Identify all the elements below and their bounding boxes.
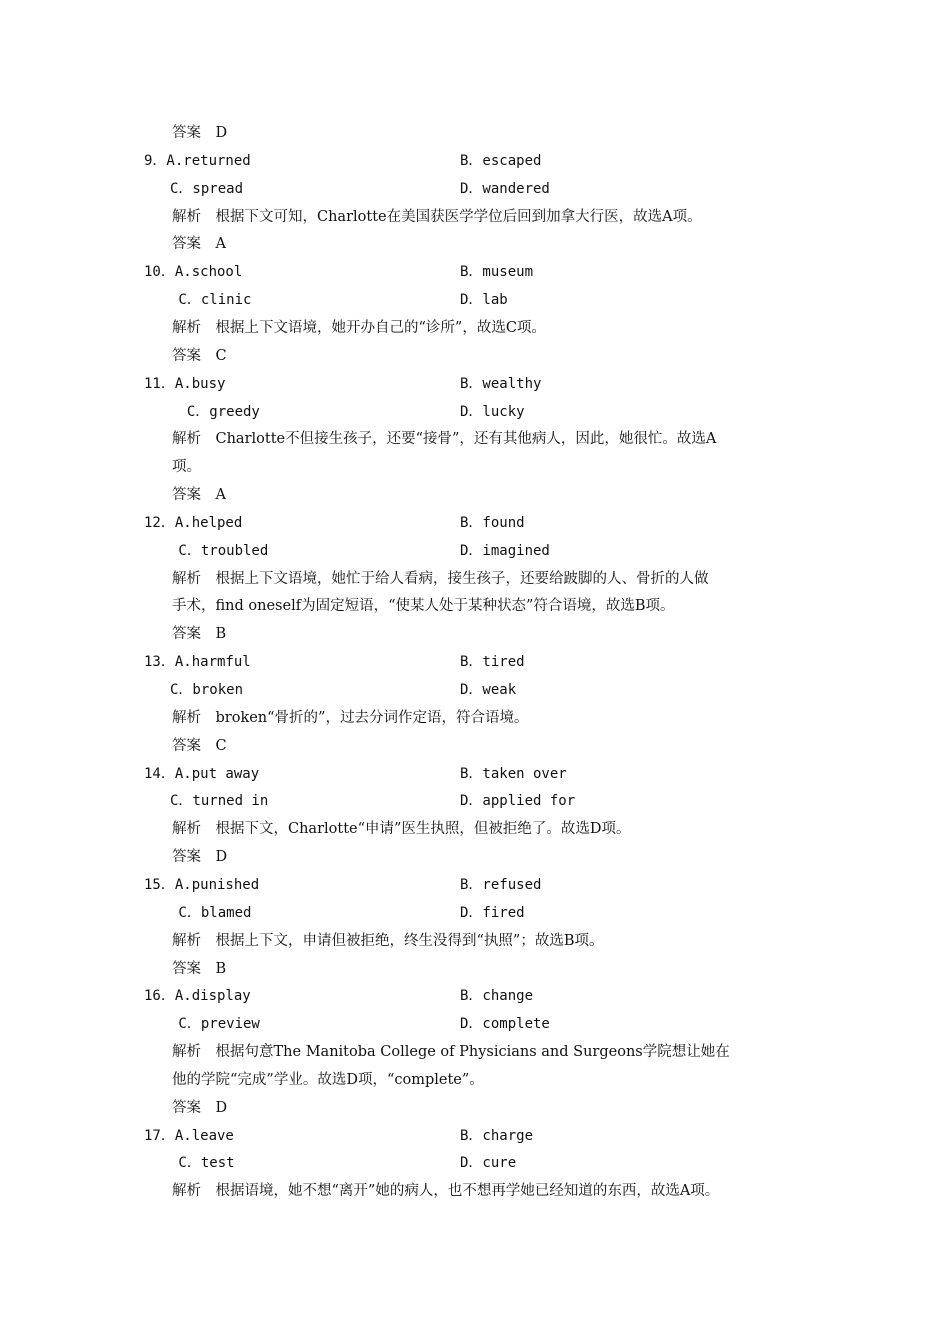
option-left: 15．A.punished [144,877,260,893]
option-left: C．blamed [170,905,252,921]
option-left: 10．A.school [144,264,243,280]
option-right: D．weak [460,682,517,698]
answer-line: 答案 C [172,738,227,754]
option-left: 11．A.busy [144,376,226,392]
option-right: B．museum [460,264,534,280]
explanation-line: 解析 Charlotte不但接生孩子，还要“接骨”，还有其他病人，因此，她很忙。故选A [172,431,717,447]
option-right: D．lab [460,292,508,308]
answer-line: 答案 B [172,626,227,642]
explanation-line: 解析 broken“骨折的”，过去分词作定语，符合语境。 [172,710,529,726]
option-right: D．complete [460,1016,550,1032]
option-right: B．refused [460,877,542,893]
option-left: 17．A.leave [144,1128,234,1144]
option-left: 16．A.display [144,988,251,1004]
option-left: C．turned in [170,793,269,809]
option-left: C．greedy [170,404,260,420]
option-right: B．charge [460,1128,534,1144]
option-right: D．wandered [460,181,550,197]
explanation-line: 解析 根据下文可知，Charlotte在美国获医学学位后回到加拿大行医，故选A项。 [172,209,702,225]
explanation-line: 解析 根据上下文语境，她忙于给人看病，接生孩子，还要给跛脚的人、骨折的人做 [172,571,709,587]
answer-line: 答案 D [172,1100,228,1116]
answer-line: 答案 D [172,849,228,865]
option-left: 13．A.harmful [144,654,251,670]
option-left: C．test [170,1155,235,1171]
explanation-line: 解析 根据下文，Charlotte“申请”医生执照，但被拒绝了。故选D项。 [172,821,631,837]
option-right: D．cure [460,1155,517,1171]
explanation-line: 他的学院“完成”学业。故选D项，“complete”。 [172,1072,484,1088]
option-right: B．escaped [460,153,542,169]
option-left: C．spread [170,181,244,197]
option-left: 12．A.helped [144,515,243,531]
option-right: B．taken over [460,766,567,782]
answer-line: 答案 A [172,487,226,503]
option-right: D．imagined [460,543,550,559]
option-right: B．found [460,515,525,531]
explanation-line: 项。 [172,459,201,475]
option-right: B．wealthy [460,376,542,392]
option-right: D．lucky [460,404,525,420]
answer-line: 答案 B [172,961,227,977]
explanation-line: 解析 根据语境，她不想“离开”她的病人，也不想再学她已经知道的东西，故选A项。 [172,1183,720,1199]
option-right: B．tired [460,654,525,670]
option-left: C．broken [170,682,244,698]
option-right: B．change [460,988,534,1004]
option-left: C．troubled [170,543,269,559]
option-left: C．clinic [170,292,252,308]
explanation-line: 解析 根据上下文语境，她开办自己的“诊所”，故选C项。 [172,320,546,336]
explanation-line: 解析 根据上下文，申请但被拒绝，终生没得到“执照”；故选B项。 [172,933,604,949]
option-left: 9．A.returned [144,153,251,169]
explanation-line: 解析 根据句意The Manitoba College of Physicians and Surgeons学院想让她在 [172,1044,730,1060]
option-left: C．preview [170,1016,260,1032]
answer-line: 答案 D [172,125,228,141]
option-left: 14．A.put away [144,766,260,782]
option-right: D．fired [460,905,525,921]
explanation-line: 手术，find oneself为固定短语，“使某人处于某种状态”符合语境，故选B项。 [172,598,675,614]
answer-line: 答案 A [172,236,226,252]
answer-line: 答案 C [172,348,227,364]
option-right: D．applied for [460,793,576,809]
